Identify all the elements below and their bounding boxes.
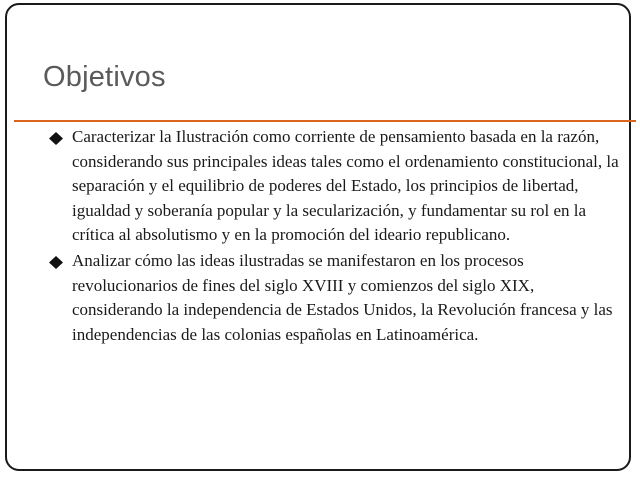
diamond-bullet-icon — [49, 132, 63, 145]
bullet-item — [47, 249, 627, 347]
slide-frame — [5, 3, 631, 471]
bullet-text: Analizar cómo las ideas ilustradas se manifestaron en los procesos revolucionarios de fines del siglo XVIII y comienzos del siglo XIX, considerando la independencia de Estados Unidos, la Revolución francesa y las independencias de las colonias españolas en Latinoamérica. — [72, 250, 613, 344]
diamond-bullet-icon — [49, 256, 63, 269]
bullet-list — [47, 125, 627, 347]
bullet-text: Caracterizar la Ilustración como corriente de pensamiento basada en la razón, considerando sus principales ideas tales como el ordenamiento constitucional, la separación y el equilibrio de poderes del Estado, los principios de libertad, igualdad y soberanía popular y la secularización, y fundamentar su rol en la crítica al absolutismo y en la promoción del ideario republicano. — [72, 127, 619, 245]
title-underline — [14, 120, 636, 122]
bullet-item — [47, 125, 627, 248]
slide-title: Objetivos — [43, 61, 166, 93]
